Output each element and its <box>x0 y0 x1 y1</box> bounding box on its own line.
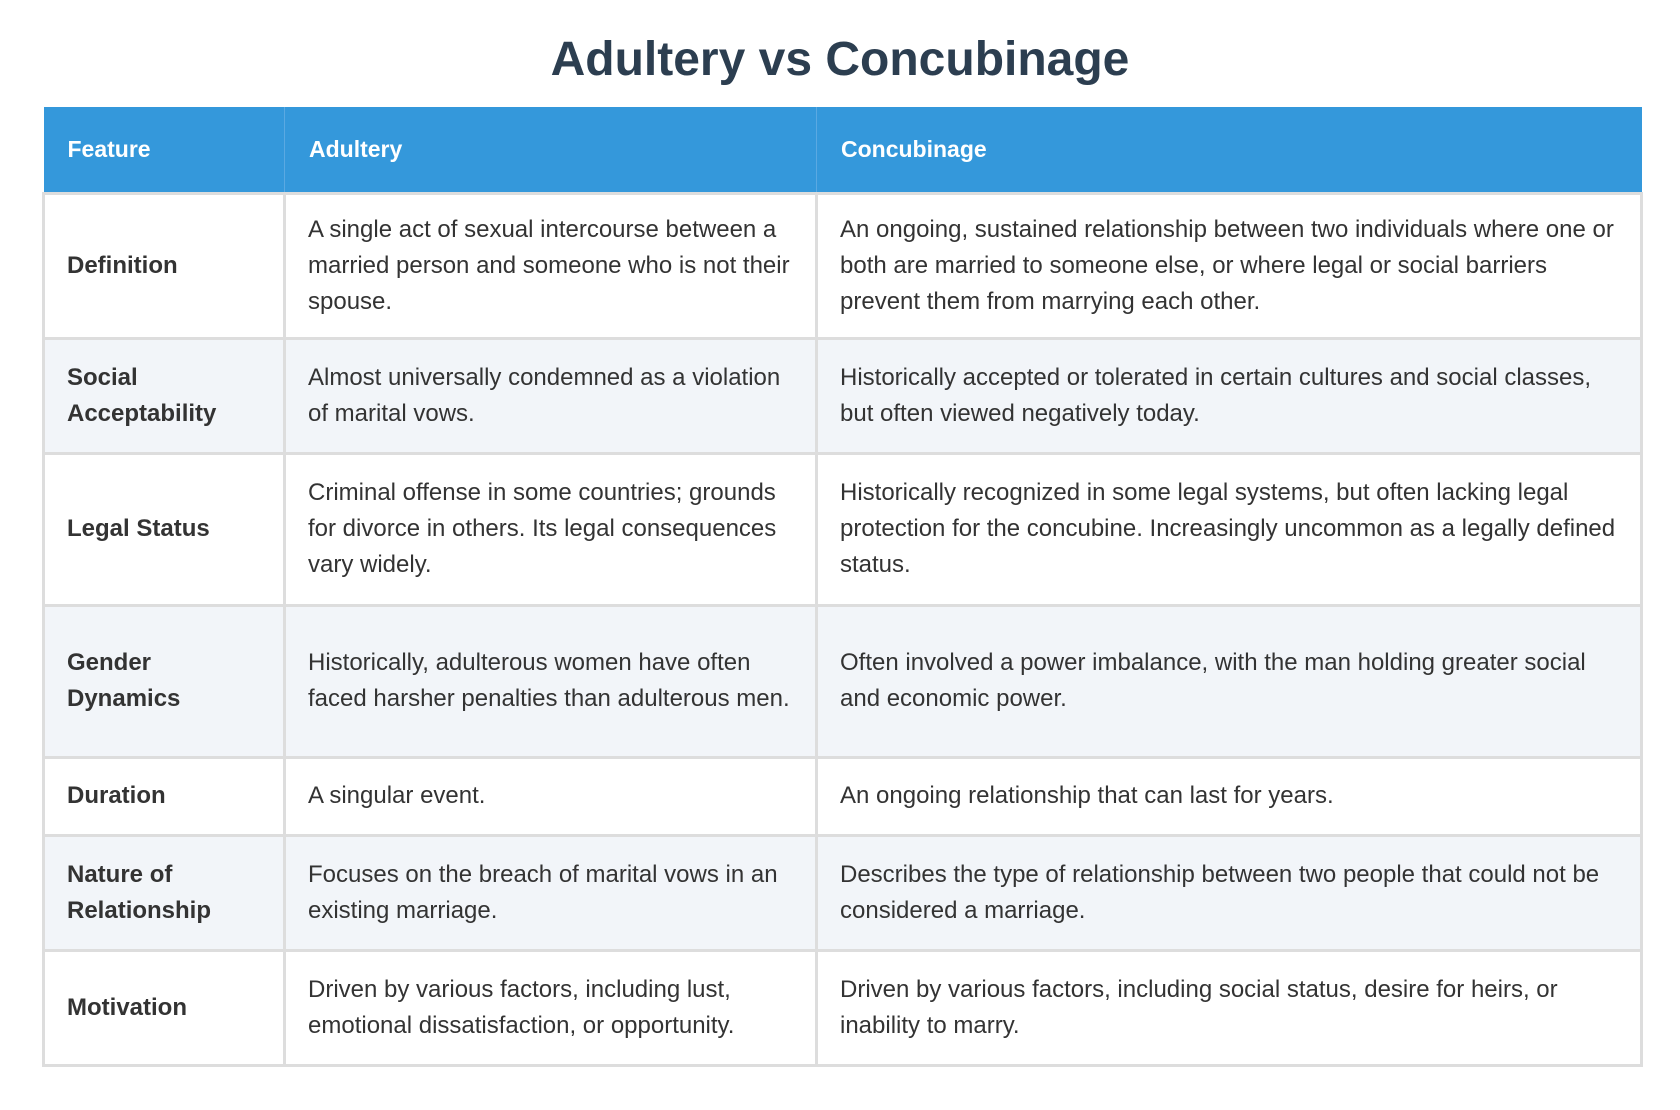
comparison-table <box>42 107 1643 1067</box>
concubinage-cell: An ongoing, sustained relationship between two individuals where one or both are married to someone else, or where legal or social barriers prevent them from marrying each other. <box>817 193 1642 338</box>
table-row <box>44 835 1642 950</box>
feature-cell: Nature of Relationship <box>44 835 285 950</box>
table-row <box>44 950 1642 1065</box>
table-row <box>44 757 1642 835</box>
table-row <box>44 338 1642 453</box>
feature-cell: Motivation <box>44 950 285 1065</box>
adultery-cell: Driven by various factors, including lust, emotional dissatisfaction, or opportunity. <box>285 950 817 1065</box>
concubinage-cell: Describes the type of relationship between two people that could not be considered a marriage. <box>817 835 1642 950</box>
table-header-row <box>44 107 1642 193</box>
page-title: Adultery vs Concubinage <box>550 33 1130 86</box>
table-row <box>44 453 1642 605</box>
concubinage-cell: Historically accepted or tolerated in certain cultures and social classes, but often viewed negatively today. <box>817 338 1642 453</box>
adultery-cell: Criminal offense in some countries; grounds for divorce in others. Its legal consequences vary widely. <box>285 453 817 605</box>
adultery-cell: Almost universally condemned as a violation of marital vows. <box>285 338 817 453</box>
feature-cell: Social Acceptability <box>44 338 285 453</box>
table-row <box>44 193 1642 338</box>
table-row <box>44 605 1642 757</box>
concubinage-cell: Driven by various factors, including social status, desire for heirs, or inability to marry. <box>817 950 1642 1065</box>
feature-cell: Gender Dynamics <box>44 605 285 757</box>
adultery-cell: Focuses on the breach of marital vows in an existing marriage. <box>285 835 817 950</box>
concubinage-cell: Often involved a power imbalance, with the man holding greater social and economic power. <box>817 605 1642 757</box>
header-concubinage: Concubinage <box>817 107 1642 193</box>
adultery-cell: A single act of sexual intercourse between a married person and someone who is not their spouse. <box>285 193 817 338</box>
feature-cell: Duration <box>44 757 285 835</box>
header-adultery: Adultery <box>285 107 817 193</box>
feature-cell: Legal Status <box>44 453 285 605</box>
concubinage-cell: Historically recognized in some legal systems, but often lacking legal protection for the concubine. Increasingly uncommon as a legally defined status. <box>817 453 1642 605</box>
adultery-cell: Historically, adulterous women have often faced harsher penalties than adulterous men. <box>285 605 817 757</box>
concubinage-cell: An ongoing relationship that can last for years. <box>817 757 1642 835</box>
adultery-cell: A singular event. <box>285 757 817 835</box>
feature-cell: Definition <box>44 193 285 338</box>
header-feature: Feature <box>44 107 285 193</box>
comparison-table-container <box>42 107 1640 1067</box>
